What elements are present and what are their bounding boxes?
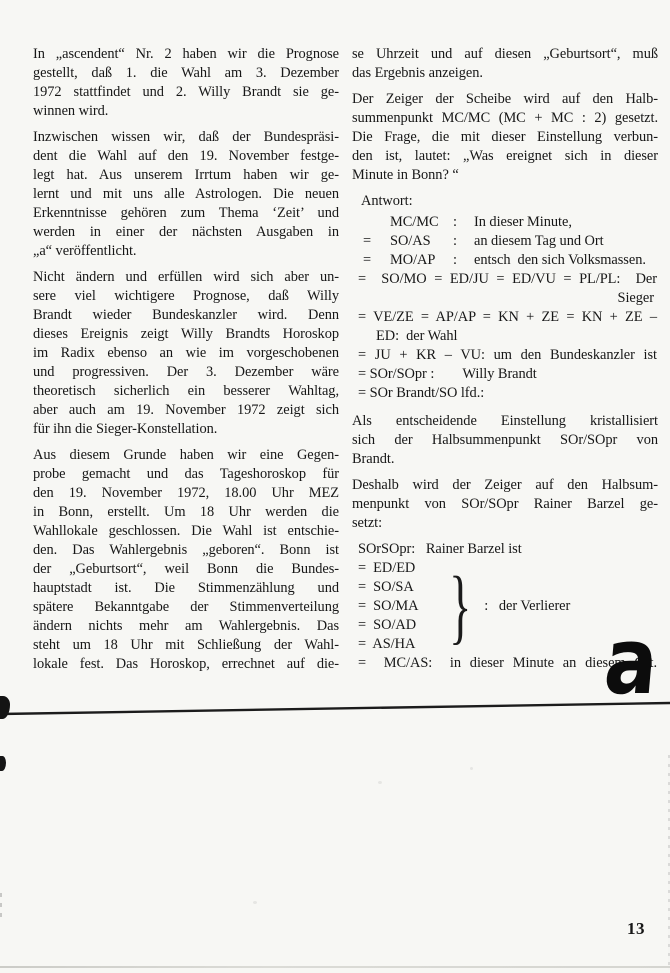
paragraph	[352, 45, 658, 83]
text-line: summenpunkt MC/MC (MC + MC : 2) gesetzt.	[352, 110, 658, 126]
text-line: = ED/ED	[358, 560, 416, 576]
answer-heading: Antwort:	[361, 193, 413, 209]
scan-speck	[378, 781, 382, 784]
text-line: legt hat. Aus unserem Irrtum haben wir ge-	[33, 167, 339, 183]
answer-eq: =	[363, 252, 372, 268]
barzel-heading: SOrSOpr: Rainer Barzel ist	[358, 541, 522, 557]
text-line: = JU + KR – VU: um den Bundeskanzler ist	[358, 347, 657, 363]
answer-colon: :	[453, 252, 457, 268]
paragraph	[33, 268, 339, 439]
text-line: in Bonn, erstellt. Um 18 Uhr werden die	[33, 504, 339, 520]
answer-text: In dieser Minute,	[474, 214, 572, 230]
text-line: = SOr Brandt/SO lfd.:	[358, 385, 485, 401]
text-line: : der Verlierer	[484, 598, 571, 614]
scan-artifact-bottom-edge	[0, 966, 670, 968]
text-line: = SO/AD	[358, 617, 417, 633]
text-line: lernt und mit uns alle Astrologen. Die neuen	[33, 186, 339, 202]
text-line: lokale fest. Das Horoskop, errechnet auf die-	[33, 656, 339, 672]
text-line: Erkenntnisse gehören zum Thema ‘Zeit’ und	[33, 205, 339, 221]
answer-text: an diesem Tag und Ort	[474, 233, 604, 249]
answer-row	[352, 251, 658, 270]
text-line: = MC/AS: in dieser Minute an diesem Ort.	[358, 655, 657, 671]
text-line: Minute in Bonn? “	[352, 167, 459, 183]
text-line: Die Frage, die mit dieser Einstellung verbun-	[352, 129, 658, 145]
answer-eq	[363, 213, 390, 232]
text-line: = SO/SA	[358, 579, 414, 595]
answer-row	[352, 213, 658, 232]
answer-key: MC/MC	[390, 214, 439, 230]
answer-colon: :	[453, 214, 457, 230]
text-column-left	[33, 45, 339, 681]
text-line: = AS/HA	[358, 636, 416, 652]
answer-row	[352, 232, 658, 251]
text-line: Wahllokale geschlossen. Die Wahl ist entschie-	[33, 523, 339, 539]
text-column-right	[352, 45, 658, 673]
text-line: winnen wird.	[33, 103, 109, 119]
paragraph	[33, 45, 339, 121]
magazine-logo-a: a	[600, 608, 663, 715]
text-line: In „ascendent“ Nr. 2 haben wir die Prognose	[33, 46, 339, 62]
text-line: ändern nichts mehr am Wahlergebnis. Das	[33, 618, 339, 634]
text-line: das Ergebnis anzeigen.	[352, 65, 483, 81]
text-line: = SO/MA	[358, 598, 419, 614]
text-line: Sieger	[617, 290, 654, 306]
text-line: Inzwischen wissen wir, daß der Bundespräsi-	[33, 129, 339, 145]
scan-speck	[253, 901, 257, 904]
text-line: = VE/ZE = AP/AP = KN + ZE = KN + ZE –	[358, 309, 657, 325]
text-line: und progressiven. Der 3. Dezember wäre	[33, 364, 339, 380]
scan-artifact-ticks	[0, 893, 2, 917]
text-line: für ihn die Sieger-Konstellation.	[33, 421, 218, 437]
text-line: der „Geburtsort“, weil Bonn die Bundes-	[33, 561, 339, 577]
text-line: = SO/MO = ED/JU = ED/VU = PL/PL: Der	[358, 271, 657, 287]
text-line: 1972 stattfindet und 2. Willy Brandt sie ge-	[33, 84, 339, 100]
paragraph	[352, 412, 658, 469]
text-line: sere viel wichtigere Prognose, daß Willy	[33, 288, 339, 304]
answer-eq: =	[363, 233, 372, 249]
text-line: = SOr/SOpr : Willy Brandt	[358, 366, 537, 382]
text-line: aber auch am 19. November 1972 zeigt sich	[33, 402, 339, 418]
text-line: ED: der Wahl	[376, 328, 458, 344]
paragraph	[352, 90, 658, 185]
answer-colon: :	[453, 233, 457, 249]
text-line: werden in einer der nächsten Ausgaben in	[33, 224, 339, 240]
text-line: den. Das Wahlergebnis „geboren“. Bonn ist	[33, 542, 339, 558]
text-line: se Uhrzeit und auf diesen „Geburtsort“, muß	[352, 46, 658, 62]
text-line: menpunkt von SOr/SOpr Rainer Barzel ge-	[352, 496, 658, 512]
text-line: steht um 18 Uhr mit Schließung der Wahl-	[33, 637, 339, 653]
scan-speck	[470, 767, 473, 770]
text-line: sich der Halbsummenpunkt SOr/SOpr von	[352, 432, 658, 448]
text-line: Als entscheidende Einstellung kristallisiert	[352, 413, 658, 429]
text-line: dent die Wahl auf den 19. November festge-	[33, 148, 339, 164]
text-line: theoretisch sicherlich ein besserer Wahltag,	[33, 383, 339, 399]
answer-key: MO/AP	[390, 252, 436, 268]
paragraph	[33, 446, 339, 674]
text-line: Deshalb wird der Zeiger auf den Halbsum-	[352, 477, 658, 493]
text-line: probe gemacht und das Tageshoroskop für	[33, 466, 339, 482]
text-line: spätere Bekanntgabe der Stimmenverteilung	[33, 599, 339, 615]
paragraph	[352, 476, 658, 533]
text-line: den 19. November 1972, 18.00 Uhr MEZ	[33, 485, 339, 501]
text-line: Der Zeiger der Scheibe wird auf den Halb-	[352, 91, 658, 107]
answer-key: SO/AS	[390, 233, 431, 249]
right-brace-icon: }	[449, 560, 472, 653]
text-line: im Radix ebenso an wie im vorgeschobenen	[33, 345, 339, 361]
divider-line	[0, 698, 670, 720]
page-number: 13	[627, 919, 645, 938]
text-line: Aus diesem Grunde haben wir eine Gegen-	[33, 447, 339, 463]
paragraph	[33, 128, 339, 261]
text-line: Brandt wieder Bundeskanzler wird. Denn	[33, 307, 339, 323]
text-line: hauptstadt ist. Die Stimmenzählung und	[33, 580, 339, 596]
text-line: dieses Ereignis zeigt Willy Brandts Horoskop	[33, 326, 339, 342]
text-line: den ist, lautet: „Was ereignet sich in dieser	[352, 148, 658, 164]
text-line: gestellt, daß 1. die Wahl am 3. Dezember	[33, 65, 339, 81]
answer-text: entsch den sich Volksmassen.	[474, 252, 646, 268]
text-line: Brandt.	[352, 451, 395, 467]
answer-list	[352, 213, 658, 270]
text-line: Nicht ändern und erfüllen wird sich aber un-	[33, 269, 339, 285]
text-line: „a“ veröffentlicht.	[33, 243, 137, 259]
scan-artifact-left-blob	[0, 756, 6, 771]
text-line: setzt:	[352, 515, 383, 531]
brace-item-list	[352, 559, 440, 654]
